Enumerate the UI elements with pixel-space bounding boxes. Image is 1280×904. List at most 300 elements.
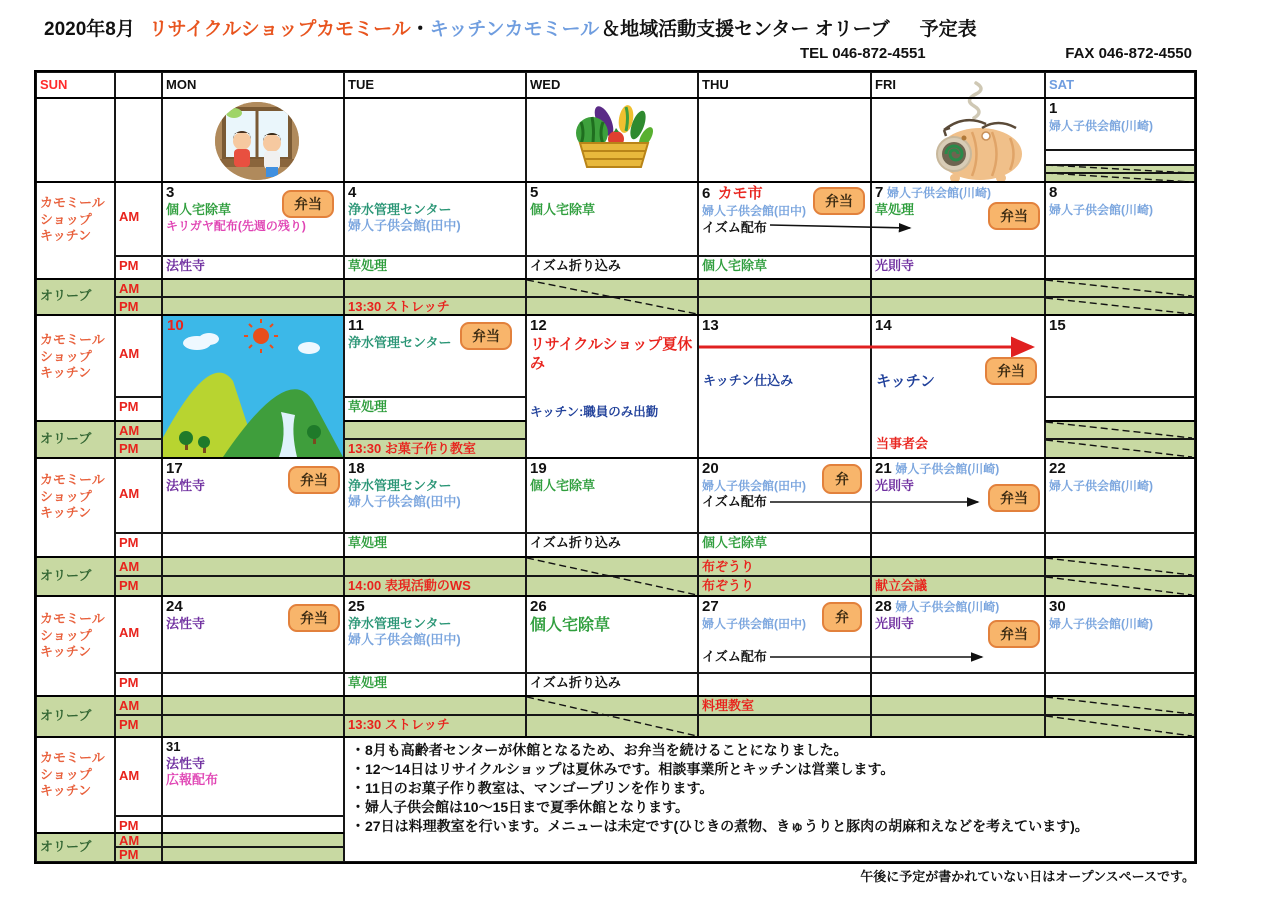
day-4-olive-am-cell	[344, 279, 526, 297]
day-20-olive-am-cell	[698, 557, 871, 576]
tel-number: TEL 046-872-4551	[800, 45, 926, 62]
bento-badge-day3	[282, 190, 334, 218]
day-18-olive-pm-cell	[344, 576, 526, 596]
olive-top-line	[36, 556, 1195, 558]
day-17-olive-pm-cell	[162, 576, 344, 596]
day-4-pm-event: 草処理	[348, 258, 388, 273]
mountain-landscape-illustration	[163, 316, 343, 457]
day-5-pm-cell	[526, 256, 698, 279]
weekC-side-olive	[36, 421, 115, 458]
day-21-head-event: 婦人子供会館(川崎)	[895, 462, 1000, 476]
side-shop-line1: カモミール	[40, 472, 105, 487]
weekC-am-label	[115, 315, 162, 397]
day-12-summer-break-event: リサイクルショップ夏休み	[530, 335, 693, 372]
olive-top-line	[36, 695, 1195, 697]
olive-sweets-class-event: 13:30 お菓子作り教室	[348, 441, 476, 456]
pm-label: PM	[119, 675, 139, 690]
side-shop-line3: キッチン	[40, 505, 92, 521]
separator-line	[36, 314, 1195, 316]
day-8-olive-am-cell	[1045, 279, 1195, 297]
header-tue: TUE	[344, 72, 526, 98]
pm-label: PM	[119, 441, 139, 456]
bento-badge-label: 弁当	[300, 472, 328, 488]
side-shop-line3: キッチン	[40, 228, 92, 244]
header-spacer	[115, 72, 162, 98]
weekB-side-shop	[36, 182, 115, 279]
day-27-olive-pm-cell	[698, 715, 871, 737]
day-28-head-event: 婦人子供会館(川崎)	[895, 600, 1000, 614]
day-17-event1: 法性寺	[166, 477, 206, 493]
am-label: AM	[119, 346, 140, 361]
day-24-number: 24	[166, 598, 183, 615]
day-18-olive-am-cell	[344, 557, 526, 576]
day-31-pm-cell	[162, 816, 344, 833]
day-3-event2: キリガヤ配布(先週の残り)	[166, 219, 306, 234]
day-22-event1: 婦人子供会館(川崎)	[1049, 478, 1153, 493]
day-14-number: 14	[875, 317, 892, 334]
ben-badge-label: 弁	[835, 471, 849, 487]
day-1-number: 1	[1049, 100, 1058, 117]
day-14-event1: キッチン	[876, 373, 935, 390]
bento-badge-label: 弁当	[1000, 208, 1028, 224]
day-3-pm-event: 法性寺	[166, 258, 206, 273]
day-30-pm-cell	[1045, 673, 1195, 696]
header-sat: SAT	[1045, 72, 1195, 98]
day-25-event2: 婦人子供会館(田中)	[348, 632, 461, 648]
day-30-olive-pm-cell	[1045, 715, 1195, 737]
am-label: AM	[119, 768, 140, 783]
day-26-olive-pm-cell	[526, 715, 698, 737]
day-18-event2: 婦人子供会館(田中)	[348, 494, 461, 510]
vegetable-basket-illustration	[568, 99, 660, 171]
day-4-number: 4	[348, 184, 357, 201]
weekA-sun-cell	[36, 98, 115, 182]
weekB-am-label	[115, 182, 162, 256]
am-label: AM	[119, 698, 140, 713]
day-6-pm-event: 個人宅除草	[702, 258, 768, 273]
day-24-pm-cell	[162, 673, 344, 696]
title-shop: リサイクルショップカモミール	[148, 19, 411, 40]
title-month: 2020年8月	[44, 19, 135, 40]
day-3-event1: 個人宅除草	[166, 201, 232, 217]
day-19-event1: 個人宅除草	[530, 477, 596, 493]
weekE-pm-label	[115, 673, 162, 696]
weekF-side-olive	[36, 833, 115, 862]
day-13-number: 13	[702, 317, 719, 334]
olive-nunozori-pm-event: 布ぞうり	[702, 578, 755, 593]
day-17-number: 17	[166, 460, 183, 477]
title-suffix: 予定表	[919, 19, 977, 40]
day-24-event1: 法性寺	[166, 615, 206, 631]
mosquito-coil-pig-illustration	[916, 74, 1038, 184]
day-28-olive-am-cell	[871, 696, 1045, 715]
day-15-olive-pm-cell	[1045, 439, 1195, 458]
day-21-number: 21	[875, 460, 892, 477]
day-25-pm-event: 草処理	[348, 675, 388, 690]
olive-top-line	[1045, 420, 1195, 422]
weekE-am-label	[115, 596, 162, 673]
day-14-tojishakai-event: 当事者会	[876, 436, 929, 452]
day-8-number: 8	[1049, 184, 1058, 201]
weekA-label-cell	[115, 98, 162, 182]
am-label: AM	[119, 625, 140, 640]
day-20-number: 20	[702, 460, 719, 477]
day-6-olive-am-cell	[698, 279, 871, 297]
am-label: AM	[119, 833, 140, 847]
bento-badge-label: 弁当	[300, 610, 328, 626]
day-15-olive-am-cell	[1045, 421, 1195, 439]
separator-line	[36, 736, 1195, 738]
bento-badge-label: 弁当	[1000, 490, 1028, 506]
day-25-event1: 浄水管理センター	[348, 615, 452, 631]
bento-badge-label: 弁当	[825, 193, 853, 209]
day-24-olive-pm-cell	[162, 715, 344, 737]
bento-badge-label: 弁当	[294, 196, 322, 212]
day-26-pm-event: イズム折り込み	[530, 675, 621, 690]
day-3-number: 3	[166, 184, 175, 201]
weekE-side-olive	[36, 696, 115, 737]
weekB-olive-pm-label	[115, 297, 162, 315]
note-line-1: ・8月も高齢者センターが休館となるため、お弁当を続けることになりました。	[351, 742, 848, 758]
day-31-event1: 法性寺	[166, 755, 206, 771]
header-mon: MON	[162, 72, 344, 98]
pm-label: PM	[119, 847, 139, 862]
day-15-am-cell	[1045, 315, 1195, 397]
fax-number: FAX 046-872-4550	[1065, 45, 1192, 62]
day-20-event1: 婦人子供会館(田中)	[702, 478, 806, 493]
weekD-side-shop	[36, 458, 115, 557]
day-6-olive-pm-cell	[698, 297, 871, 315]
side-shop-line1: カモミール	[40, 750, 105, 765]
day-22-am-cell	[1045, 458, 1195, 533]
day-20-event2: イズム配布	[702, 494, 767, 510]
day-12-cell	[526, 315, 698, 458]
page-title	[44, 14, 977, 41]
olive-stretch-event-2: 13:30 ストレッチ	[348, 717, 450, 732]
day-5-number: 5	[530, 184, 539, 201]
day-1-olive-am-cell	[1045, 165, 1195, 173]
pm-label: PM	[119, 578, 139, 593]
bento-badge-day14	[985, 357, 1037, 385]
title-center: ＆地域活動支援センター オリーブ	[601, 19, 890, 40]
day-20-olive-pm-cell	[698, 576, 871, 596]
am-label: AM	[119, 209, 140, 224]
day-26-number: 26	[530, 598, 547, 615]
notes-cell	[344, 737, 1195, 862]
note-line-4: ・婦人子供会館は10～15日まで夏季休館となります。	[351, 798, 690, 815]
day-12-number: 12	[530, 317, 547, 334]
pm-label: PM	[119, 258, 139, 273]
day-5-olive-am-cell	[526, 279, 698, 297]
day-18-number: 18	[348, 460, 365, 477]
bento-badge-label: 弁当	[1000, 626, 1028, 642]
side-shop-line1: カモミール	[40, 332, 105, 347]
weekE-side-shop	[36, 596, 115, 696]
day-25-am-cell	[344, 596, 526, 673]
day-30-olive-am-cell	[1045, 696, 1195, 715]
ben-badge-day20	[822, 464, 862, 494]
olive-top-line	[36, 420, 162, 422]
day-8-am-cell	[1045, 182, 1195, 256]
bento-badge-day6	[813, 187, 865, 215]
day-3-pm-cell	[162, 256, 344, 279]
day-7-number: 7	[875, 184, 884, 201]
weekB-side-olive	[36, 279, 115, 315]
bento-badge-day17	[288, 466, 340, 494]
day-3-olive-am-cell	[162, 279, 344, 297]
day-31-number: 31	[166, 739, 181, 754]
day-19-olive-pm-cell	[526, 576, 698, 596]
separator-line	[36, 457, 1195, 459]
pm-label: PM	[119, 818, 139, 833]
ben-badge-day27	[822, 602, 862, 632]
children-at-window-illustration	[214, 101, 300, 181]
day-25-olive-pm-cell	[344, 715, 526, 737]
day-6-event2: イズム配布	[702, 219, 767, 235]
day-25-pm-cell	[344, 673, 526, 696]
separator-line	[36, 595, 1195, 597]
separator-line	[36, 97, 1195, 99]
day-11-pm-cell	[344, 397, 526, 421]
olive-nunozori-am-event: 布ぞうり	[702, 559, 755, 574]
pm-label: PM	[119, 299, 139, 314]
day-6-pm-cell	[698, 256, 871, 279]
side-shop-line3: キッチン	[40, 783, 92, 799]
bento-badge-day21	[988, 484, 1040, 512]
weekD-side-olive	[36, 557, 115, 596]
day-26-event1: 個人宅除草	[530, 616, 611, 634]
day-7-olive-pm-cell	[871, 297, 1045, 315]
weekF-pm-label	[115, 816, 162, 833]
day-15-number: 15	[1049, 317, 1066, 334]
day-11-number: 11	[348, 317, 364, 334]
day-27-number: 27	[702, 598, 719, 615]
day-5-am-cell	[526, 182, 698, 256]
side-shop-line3: キッチン	[40, 365, 92, 381]
day-25-number: 25	[348, 598, 365, 615]
side-shop-line2: ショップ	[40, 766, 92, 782]
note-line-3: ・11日のお菓子作り教室は、マンゴープリンを作ります。	[351, 779, 714, 796]
am-label: AM	[119, 486, 140, 501]
olive-cooking-class-event: 料理教室	[702, 698, 755, 713]
weekE-olive-am-label	[115, 696, 162, 715]
side-olive-label: オリーブ	[40, 839, 92, 854]
day-14-cell	[871, 315, 1045, 458]
day-11-olive-am-cell	[344, 421, 526, 439]
day-22-olive-am-cell	[1045, 557, 1195, 576]
day-1-cell	[1045, 98, 1195, 150]
day-20-pm-cell	[698, 533, 871, 557]
day-19-pm-cell	[526, 533, 698, 557]
side-shop-line2: ショップ	[40, 488, 92, 504]
weekB-pm-label	[115, 256, 162, 279]
schedule-table	[34, 70, 1197, 864]
day-18-pm-event: 草処理	[348, 535, 388, 550]
day-28-pm-cell	[871, 673, 1045, 696]
am-label: AM	[119, 559, 140, 574]
day-26-pm-cell	[526, 673, 698, 696]
day-31-event2: 広報配布	[166, 772, 219, 788]
side-shop-line2: ショップ	[40, 627, 92, 643]
day-22-olive-pm-cell	[1045, 576, 1195, 596]
day-30-event1: 婦人子供会館(川崎)	[1049, 616, 1153, 631]
am-label: AM	[119, 281, 140, 296]
weekF-olive-am-label	[115, 833, 162, 847]
day-18-pm-cell	[344, 533, 526, 557]
weekC-side-shop	[36, 315, 115, 421]
day-18-am-cell	[344, 458, 526, 533]
day-8-olive-pm-cell	[1045, 297, 1195, 315]
weekF-side-shop	[36, 737, 115, 833]
day-7-pm-event: 光則寺	[875, 258, 915, 273]
day-19-olive-am-cell	[526, 557, 698, 576]
contact-info	[800, 45, 1192, 62]
side-olive-label: オリーブ	[40, 708, 92, 723]
day-5-pm-event: イズム折り込み	[530, 258, 621, 273]
footnote: 午後に予定が書かれていない日はオープンスペースです。	[860, 869, 1195, 884]
day-6-kamoichi-event: カモ市	[717, 185, 763, 202]
weekF-olive-pm-label	[115, 847, 162, 862]
day-12-kitchen-note: キッチン:職員のみ出勤	[530, 405, 659, 419]
day-1-pm-cell	[1045, 150, 1195, 165]
day-21-olive-pm-cell	[871, 576, 1045, 596]
separator-line	[36, 181, 1195, 183]
side-shop-line2: ショップ	[40, 211, 92, 227]
olive-top-line	[36, 278, 1195, 280]
weekA-tue-cell	[344, 98, 526, 182]
day-26-olive-am-cell	[526, 696, 698, 715]
day-8-event1: 婦人子供会館(川崎)	[1049, 202, 1153, 217]
header-sun: SUN	[36, 72, 115, 98]
bento-badge-label: 弁当	[997, 363, 1025, 379]
olive-expression-ws-event: 14:00 表現活動のWS	[348, 578, 471, 593]
day-21-event1: 光則寺	[875, 477, 915, 493]
day-13-cell	[698, 315, 871, 458]
ben-badge-label: 弁	[835, 609, 849, 625]
weekC-pm-label	[115, 397, 162, 421]
header-wed: WED	[526, 72, 698, 98]
bento-badge-day7	[988, 202, 1040, 230]
weekA-thu-cell	[698, 98, 871, 182]
day-27-event2: イズム配布	[702, 649, 767, 664]
pm-label: PM	[119, 399, 139, 414]
day-5-olive-pm-cell	[526, 297, 698, 315]
side-shop-line2: ショップ	[40, 348, 92, 364]
day-4-am-cell	[344, 182, 526, 256]
pm-label: PM	[119, 535, 139, 550]
day-20-pm-event: 個人宅除草	[702, 535, 768, 550]
day-11-pm-event: 草処理	[348, 399, 388, 414]
day-4-event1: 浄水管理センター	[348, 201, 452, 217]
note-line-2: ・12～14日はリサイクルショップは夏休みです。相談事業所とキッチンは営業します。	[351, 760, 895, 777]
day-27-pm-cell	[698, 673, 871, 696]
day-10-number: 10	[167, 317, 184, 334]
side-shop-line1: カモミール	[40, 611, 105, 626]
day-24-olive-am-cell	[162, 696, 344, 715]
olive-top-line	[36, 832, 344, 834]
weekE-olive-pm-label	[115, 715, 162, 737]
day-17-olive-am-cell	[162, 557, 344, 576]
side-olive-label: オリーブ	[40, 568, 92, 583]
day-27-olive-am-cell	[698, 696, 871, 715]
day-26-am-cell	[526, 596, 698, 673]
day-19-am-cell	[526, 458, 698, 533]
day-3-olive-pm-cell	[162, 297, 344, 315]
side-shop-line1: カモミール	[40, 195, 105, 210]
day-28-olive-pm-cell	[871, 715, 1045, 737]
day-4-event2: 婦人子供会館(田中)	[348, 218, 461, 234]
day-7-head-event: 婦人子供会館(川崎)	[886, 186, 991, 200]
bento-badge-day24	[288, 604, 340, 632]
day-7-olive-am-cell	[871, 279, 1045, 297]
day-5-event1: 個人宅除草	[530, 201, 596, 217]
day-6-event1: 婦人子供会館(田中)	[702, 204, 806, 219]
day-19-number: 19	[530, 460, 547, 477]
day-22-number: 22	[1049, 460, 1066, 477]
day-18-event1: 浄水管理センター	[348, 477, 452, 493]
olive-stretch-event: 13:30 ストレッチ	[348, 299, 450, 314]
day-4-olive-pm-cell	[344, 297, 526, 315]
weekB-olive-am-label	[115, 279, 162, 297]
day-11-event1: 浄水管理センター	[348, 334, 452, 350]
day-30-am-cell	[1045, 596, 1195, 673]
title-separator: ・	[410, 19, 430, 40]
day-11-olive-pm-cell	[344, 439, 526, 458]
day-19-pm-event: イズム折り込み	[530, 535, 621, 550]
day-4-pm-cell	[344, 256, 526, 279]
side-olive-label: オリーブ	[40, 431, 92, 446]
day-31-olive-pm-cell	[162, 847, 344, 862]
pm-label: PM	[119, 717, 139, 732]
day-30-number: 30	[1049, 598, 1066, 615]
weekD-olive-am-label	[115, 557, 162, 576]
day-27-event1: 婦人子供会館(田中)	[702, 616, 806, 631]
day-15-pm-cell	[1045, 397, 1195, 421]
day-6-number: 6	[702, 185, 711, 202]
bento-badge-day11	[460, 322, 512, 350]
olive-top-line	[344, 420, 526, 422]
day-7-event1: 草処理	[875, 201, 915, 217]
side-olive-label: オリーブ	[40, 288, 92, 303]
weekC-olive-am-label	[115, 421, 162, 439]
day-28-event1: 光則寺	[875, 615, 915, 631]
weekD-am-label	[115, 458, 162, 533]
day-17-pm-cell	[162, 533, 344, 557]
day-7-pm-cell	[871, 256, 1045, 279]
day-22-pm-cell	[1045, 533, 1195, 557]
am-label: AM	[119, 423, 140, 438]
day-31-am-cell	[162, 737, 344, 816]
weekD-pm-label	[115, 533, 162, 557]
header-thu: THU	[698, 72, 871, 98]
day-28-number: 28	[875, 598, 892, 615]
olive-menu-meeting-event: 献立会議	[875, 578, 928, 593]
bento-badge-label: 弁当	[472, 328, 500, 344]
day-13-event1: キッチン仕込み	[703, 373, 794, 388]
day-21-pm-cell	[871, 533, 1045, 557]
header-fri: FRI	[871, 72, 1045, 98]
day-8-pm-cell	[1045, 256, 1195, 279]
note-line-5: ・27日は料理教室を行います。メニューは未定です(ひじきの煮物、きゅうりと豚肉の胡麻和えなどを考えています)。	[351, 817, 1089, 834]
day-25-olive-am-cell	[344, 696, 526, 715]
day-21-olive-am-cell	[871, 557, 1045, 576]
day-1-event: 婦人子供会館(川崎)	[1049, 118, 1153, 133]
weekD-olive-pm-label	[115, 576, 162, 596]
day-31-olive-am-cell	[162, 833, 344, 847]
title-kitchen: キッチンカモミール	[429, 19, 600, 40]
weekF-am-label	[115, 737, 162, 816]
bento-badge-day28	[988, 620, 1040, 648]
